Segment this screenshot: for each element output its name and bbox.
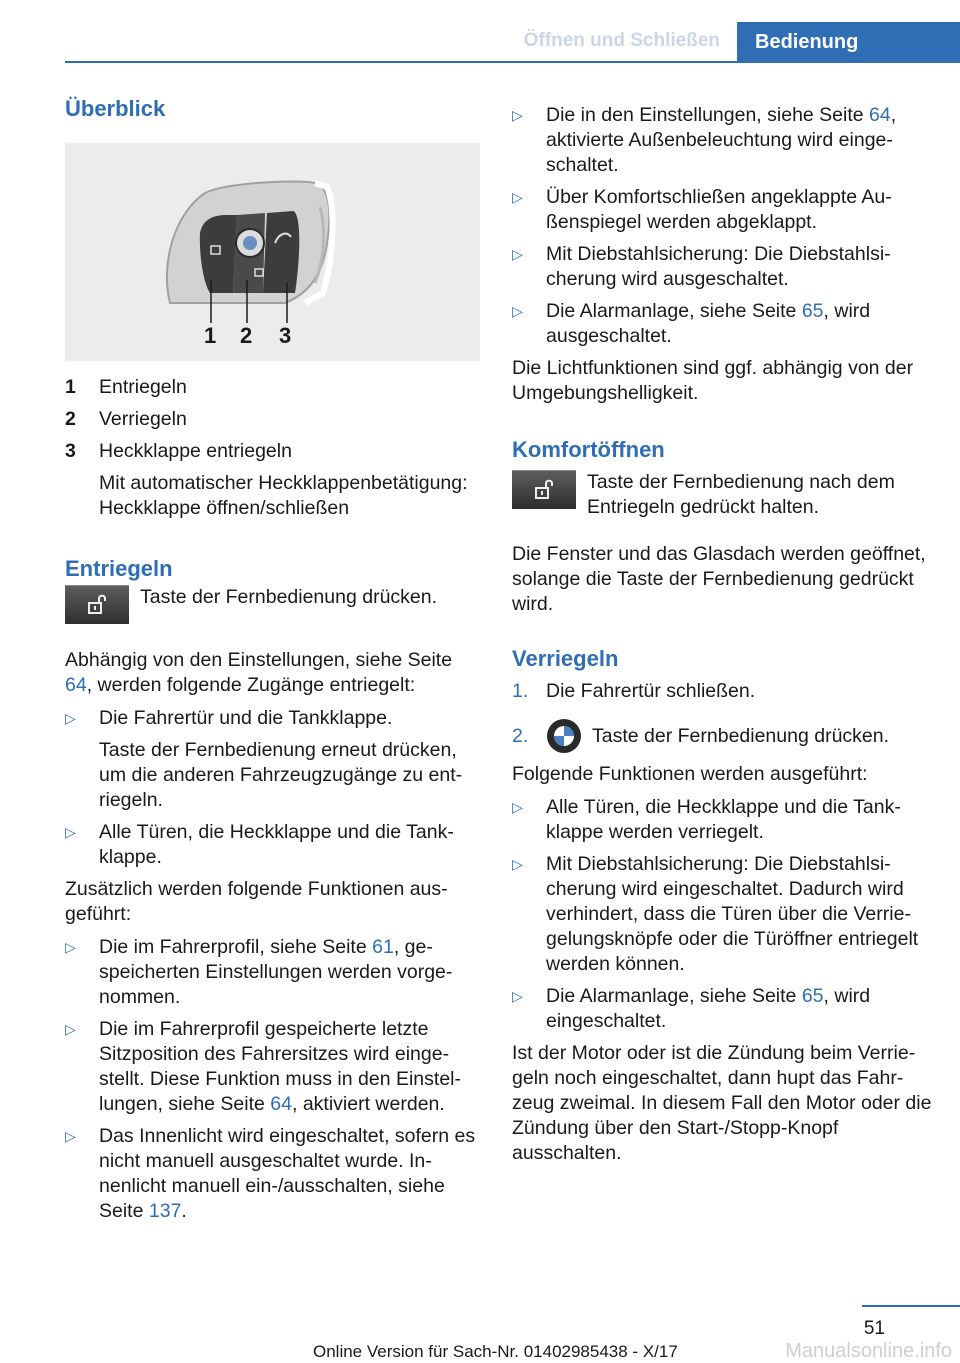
list-item: ▷ Mit Diebstahlsicherung: Die Diebstahlsicherung wird eingeschaltet. Dadurch wird verhindert, dass die Türen über die Verriegelungsknöpfe oder die Türöffner entriegelt werden können.: [512, 852, 932, 977]
page-link-137[interactable]: 137: [148, 1200, 182, 1222]
comfort-heading: Komfortöffnen: [512, 437, 665, 462]
text-span: , aktiviert werden.: [292, 1093, 445, 1115]
unlock-list: [65, 706, 480, 870]
unlock-icon: [87, 593, 109, 615]
list-item: [65, 1017, 480, 1117]
list-item: ▷ Alle Türen, die Heckklappe und die Tankklappe werden verriegelt.: [512, 795, 932, 845]
step-number: 2.: [512, 724, 529, 747]
text-span: , aktivierte Außenbeleuchtung wird eingeschaltet.: [546, 104, 897, 176]
page-link-64[interactable]: 64: [869, 104, 891, 126]
step-text: Die Fahrertür schließen.: [546, 680, 756, 702]
legend-number: 1: [65, 376, 76, 398]
page-link-65[interactable]: 65: [801, 300, 824, 322]
functions-list: [65, 935, 480, 1224]
text-span: Die Alarmanlage, siehe Seite: [546, 985, 802, 1007]
text-span: Abhängig von den Einstellungen, siehe Seite: [65, 649, 453, 671]
legend-text: Entriegeln: [99, 376, 187, 398]
page-number: 51: [863, 1318, 885, 1339]
online-version-note: Online Version für Sach-Nr. 01402985438 - X/17: [313, 1342, 678, 1361]
legend-item: [65, 439, 480, 464]
figure-label-2: 2: [240, 323, 253, 348]
text-span: , werden folgende Zugänge entriegelt:: [86, 674, 416, 696]
list-item: [65, 1124, 480, 1224]
step-number: 1.: [512, 680, 529, 702]
text-span: Die Alarmanlage, siehe Seite: [546, 300, 802, 322]
page-link-64[interactable]: 64: [65, 674, 87, 696]
overview-heading: Überblick: [65, 96, 166, 121]
legend-text: Verriegeln: [99, 408, 187, 430]
funcs-intro: Folgende Funktionen werden ausgeführt:: [512, 763, 868, 785]
lock-heading: Verriegeln: [512, 646, 619, 671]
list-item: [65, 706, 480, 813]
unlock-heading: Entriegeln: [65, 556, 173, 581]
chapter-tab[interactable]: Bedienung: [737, 22, 960, 62]
lock-functions-list: [512, 795, 932, 1034]
header-rule: [65, 61, 960, 63]
list-item: [512, 984, 932, 1034]
list-continuation: Taste der Fernbedienung erneut drücken, um die anderen Fahrzeugzugänge zu entriegeln.: [99, 739, 463, 811]
unlock-icon: [534, 478, 556, 500]
unlock-intro: [65, 648, 480, 698]
text-span: Das Innenlicht wird eingeschaltet, sofern es nicht manuell ausgeschaltet wurde. Innenlicht manuell ein-/ausschalten, siehe Seite: [99, 1125, 476, 1222]
page-footer: [0, 1300, 960, 1362]
step-item: [512, 718, 932, 754]
key-fob-figure: [65, 143, 480, 361]
list-item: [512, 103, 932, 178]
list-text: Die Fahrertür und die Tankklappe.: [99, 707, 393, 729]
text-span: Die in den Einstellungen, siehe Seite: [546, 104, 870, 126]
figure-label-3: 3: [279, 323, 292, 348]
text-span: Die im Fahrerprofil, siehe Seite: [99, 936, 373, 958]
figure-legend: [65, 375, 480, 521]
watermark: Manualsonline.info: [785, 1340, 952, 1362]
page-link-61[interactable]: 61: [372, 936, 394, 958]
figure-label-1: 1: [204, 323, 217, 348]
unlock-icon-text: Taste der Fernbedienung drücken.: [140, 586, 438, 608]
text-span: , gespeicherten Einstellungen werden vorgenommen.: [99, 936, 453, 1008]
unlock-icon-row: [65, 585, 480, 624]
text-span: Die im Fahrerprofil gespeicherte letzte Sitzposition des Fahrersitzes wird eingestellt. Diese Funktion muss in den Einstellungen, siehe Seite: [99, 1018, 461, 1115]
footer-rule: [862, 1305, 960, 1307]
comfort-text: Die Fenster und das Glasdach werden geöffnet, solange die Taste der Fernbedienung gedrückt wird.: [512, 543, 926, 615]
right-column: [512, 95, 932, 1166]
text-span: .: [181, 1200, 187, 1222]
list-item: ▷ Über Komfortschließen angeklappte Außenspiegel werden abgeklappt.: [512, 185, 932, 235]
section-title: Öffnen und Schließen: [523, 30, 720, 51]
final-note: Ist der Motor oder ist die Zündung beim Verriegeln noch eingeschaltet, dann hupt das Fahrzeug zweimal. In diesem Fall den Motor oder die Zündung über den Start-/Stopp-Knopf ausschalten.: [512, 1042, 932, 1164]
legend-subtext: Mit automatischer Heckklappenbetätigung: Heckklappe öffnen/schließen: [99, 472, 468, 519]
comfort-icon-text: Taste der Fernbedienung nach dem Entriegeln gedrückt halten.: [587, 471, 895, 518]
light-note: Die Lichtfunktionen sind ggf. abhängig von der Umgebungshelligkeit.: [512, 357, 914, 404]
key-fob-illustration: [65, 143, 480, 361]
list-item: ▷ Alle Türen, die Heckklappe und die Tankklappe.: [65, 820, 480, 870]
text-span: , wird ausgeschaltet.: [546, 300, 871, 347]
step-text: Taste der Fernbedienung drücken.: [592, 724, 890, 747]
page-link-65[interactable]: 65: [801, 985, 824, 1007]
legend-number: 2: [65, 408, 76, 430]
legend-text: Heckklappe entriegeln: [99, 440, 292, 462]
legend-number: 3: [65, 440, 76, 462]
list-item: [512, 299, 932, 349]
functions-list-continued: [512, 103, 932, 349]
text-span: , wird eingeschaltet.: [546, 985, 871, 1032]
unlock-button-image: [65, 585, 129, 624]
legend-item: [65, 375, 480, 400]
legend-item: [65, 407, 480, 432]
page-header: [0, 0, 960, 62]
left-column: [65, 95, 480, 1231]
list-item: ▷ Mit Diebstahlsicherung: Die Diebstahlsicherung wird ausgeschaltet.: [512, 242, 932, 292]
lock-steps: [512, 679, 932, 754]
list-item: [65, 935, 480, 1010]
page-link-64[interactable]: 64: [270, 1093, 292, 1115]
comfort-icon-row: [512, 470, 932, 520]
unlock-button-image: [512, 470, 576, 509]
bmw-logo-icon: [546, 718, 582, 754]
also-text: Zusätzlich werden folgende Funktionen ausgeführt:: [65, 878, 448, 925]
step-item: [512, 679, 932, 704]
